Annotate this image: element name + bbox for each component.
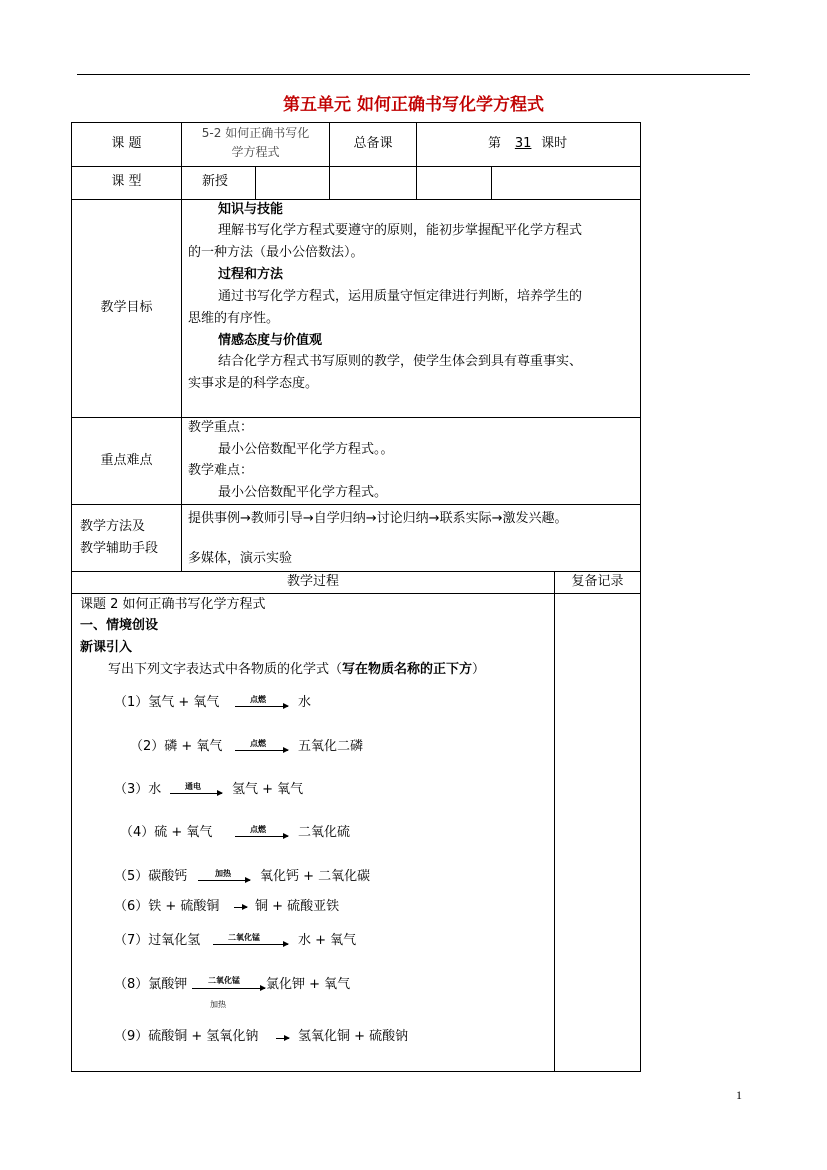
equation-5-condition: 加热 <box>215 869 231 878</box>
equation-3-condition: 通电 <box>185 782 201 791</box>
equation-9-arrow <box>276 1038 289 1039</box>
objective-line: 通过书写化学方程式，运用质量守恒定律进行判断，培养学生的 <box>218 289 583 304</box>
lesson-number: 31 <box>514 136 532 151</box>
methods-label-line1: 教学方法及 <box>80 519 146 534</box>
equation-5-arrow <box>198 880 250 881</box>
equation-6-arrow <box>234 907 247 908</box>
equation-2-left: （2）磷 + 氧气 <box>130 739 223 754</box>
equation-7-right: 水 + 氧气 <box>298 933 357 948</box>
equation-8-right: 氯化钾 + 氧气 <box>266 977 351 992</box>
objectives-label: 教学目标 <box>100 300 153 315</box>
objective-heading-knowledge: 知识与技能 <box>218 202 284 217</box>
equation-7-left: （7）过氧化氢 <box>114 933 201 948</box>
topic-value-line1: 5-2 如何正确书写化 <box>201 126 310 140</box>
instruction-end: ） <box>472 662 486 677</box>
equation-3-right: 氢气 + 氧气 <box>232 782 304 797</box>
equation-4-right: 二氧化硫 <box>298 825 351 840</box>
lesson-prefix: 第 <box>488 136 502 151</box>
topic-value-line2: 学方程式 <box>231 145 280 159</box>
objective-heading-process: 过程和方法 <box>218 267 284 282</box>
topic-label: 课 题 <box>111 136 142 151</box>
lesson-count <box>488 133 567 155</box>
equation-2-right: 五氧化二磷 <box>298 739 364 754</box>
instruction-text: 写出下列文字表达式中各物质的化学式（ <box>108 662 343 677</box>
key-point-heading: 教学重点： <box>188 420 254 435</box>
equation-1-left: （1）氢气 + 氧气 <box>114 695 220 710</box>
prep-label: 总备课 <box>353 136 393 151</box>
equation-5-right: 氧化钙 + 二氧化碳 <box>260 869 371 884</box>
header-rule <box>77 74 750 75</box>
section-heading: 一、情境创设 <box>80 618 159 633</box>
difficulty-heading: 教学难点： <box>188 463 254 478</box>
equation-1-arrow <box>235 706 288 707</box>
equation-4-left: （4）硫 + 氧气 <box>120 825 213 840</box>
lesson-suffix: 课时 <box>541 136 568 151</box>
objective-line: 理解书写化学方程式要遵守的原则，能初步掌握配平化学方程式 <box>218 223 583 238</box>
topic-value <box>182 124 329 162</box>
review-header: 复备记录 <box>571 574 624 589</box>
equation-7-condition: 二氧化锰 <box>228 933 260 942</box>
equation-9-left: （9）硫酸铜 + 氢氧化钠 <box>114 1029 259 1044</box>
equation-1-condition: 点燃 <box>250 695 266 704</box>
equation-7-arrow <box>213 944 288 945</box>
equation-6-left: （6）铁 + 硫酸铜 <box>114 899 220 914</box>
objective-line: 思维的有序性。 <box>188 311 280 326</box>
lesson-title: 课题 2 如何正确书写化学方程式 <box>80 597 266 612</box>
equation-6-right: 铜 + 硫酸亚铁 <box>255 899 340 914</box>
methods-text: 提供事例→教师引导→自学归纳→讨论归纳→联系实际→激发兴趣。 <box>188 511 568 526</box>
equation-4-condition: 点燃 <box>250 825 266 834</box>
equation-8-arrow <box>192 988 265 989</box>
equation-5-left: （5）碳酸钙 <box>114 869 188 884</box>
aids-text: 多媒体，演示实验 <box>188 551 293 566</box>
equation-8-left: （8）氯酸钾 <box>114 977 188 992</box>
type-label: 课 型 <box>111 174 142 189</box>
equation-3-left: （3）水 <box>114 782 162 797</box>
page-title: 第五单元 如何正确书写化学方程式 <box>283 95 544 115</box>
equation-2-condition: 点燃 <box>250 739 266 748</box>
equation-9-right: 氢氧化铜 + 硫酸钠 <box>298 1029 409 1044</box>
objective-heading-attitude: 情感态度与价值观 <box>218 333 323 348</box>
key-points-label: 重点难点 <box>100 453 153 468</box>
section-heading: 新课引入 <box>80 640 133 655</box>
equation-1-right: 水 <box>298 695 312 710</box>
instruction-emphasis: 写在物质名称的正下方 <box>342 662 473 677</box>
process-header: 教学过程 <box>286 574 339 589</box>
equation-8-condition: 二氧化锰 <box>208 976 240 985</box>
difficulty-text: 最小公倍数配平化学方程式。 <box>218 485 388 500</box>
equation-2-arrow <box>235 750 288 751</box>
methods-label-line2: 教学辅助手段 <box>80 541 159 556</box>
objective-line: 实事求是的科学态度。 <box>188 376 319 391</box>
equation-8-condition-below: 加热 <box>210 1000 226 1009</box>
type-value: 新授 <box>202 174 229 189</box>
instruction <box>108 659 485 681</box>
objective-line: 的一种方法（最小公倍数法）。 <box>188 245 364 260</box>
key-point-text: 最小公倍数配平化学方程式。。 <box>218 442 394 457</box>
equation-3-arrow <box>170 793 222 794</box>
page-number: 1 <box>736 1088 742 1102</box>
equation-4-arrow <box>235 836 288 837</box>
objective-line: 结合化学方程式书写原则的教学，使学生体会到具有尊重事实、 <box>218 354 583 369</box>
